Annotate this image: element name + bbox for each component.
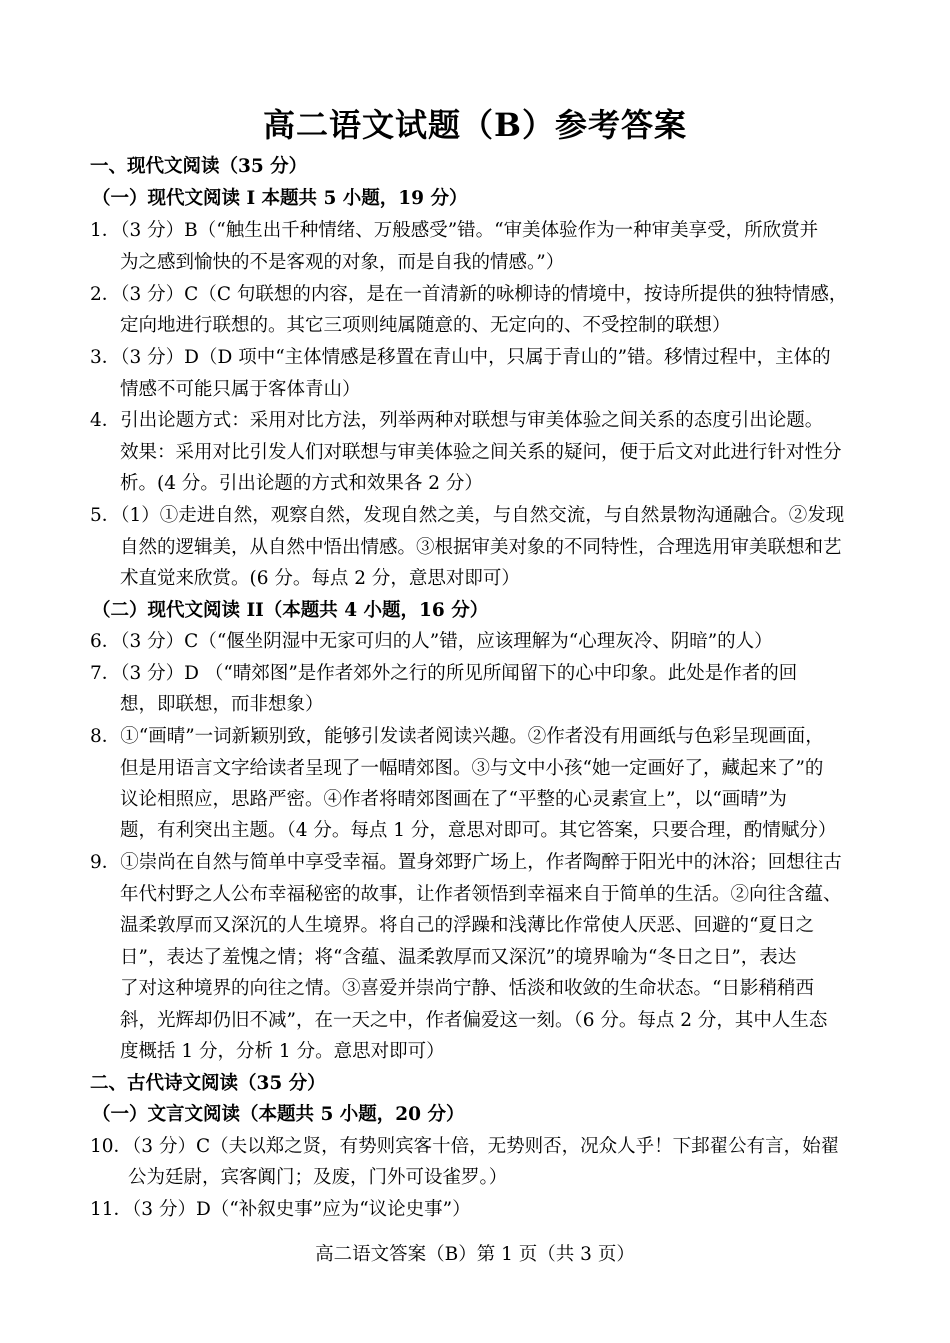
answer-9-line-4: 日”，表达了羞愧之情；将“含蕴、温柔敦厚而又深沉”的境界喻为“冬日之日”，表达 <box>120 947 797 968</box>
section-heading-classical-reading: 二、古代诗文阅读（35 分） <box>90 1073 326 1094</box>
subsection-heading-modern-reading-2: （二）现代文阅读 II（本题共 4 小题，16 分） <box>92 600 489 621</box>
answer-9-line-3: 温柔敦厚而又深沉的人生境界。将自己的浮躁和浅薄比作常使人厌恶、回避的“夏日之 <box>120 915 814 936</box>
answer-9-line-5: 了对这种境界的向往之情。③喜爱并崇尚宁静、恬淡和收敛的生命状态。“日影稍稍西 <box>120 978 814 999</box>
answer-3-line-1: 3．（3 分）D（D 项中“主体情感是移置在青山中，只属于青山的”错。移情过程中，主体的 <box>90 347 831 368</box>
answer-1-line-1: 1．（3 分）B（“触生出千种情绪、万般感受”错。“审美体验作为一种审美享受，所欣赏并 <box>90 220 819 241</box>
answer-7-line-2: 想，即联想，而非想象） <box>120 694 324 715</box>
answer-4-line-3: 析。(4 分。引出论题的方式和效果各 2 分） <box>120 473 483 494</box>
answer-5-line-1: 5．（1）①走进自然，观察自然，发现自然之美，与自然交流，与自然景物沟通融合。②发现 <box>90 505 845 526</box>
answer-8-line-4: 题，有利突出主题。（4 分。每点 1 分，意思对即可。其它答案，只要合理，酌情赋分） <box>120 820 837 841</box>
subsection-heading-modern-reading-1: （一）现代文阅读 I 本题共 5 小题，19 分） <box>92 188 468 209</box>
answer-2-line-1: 2．（3 分）C（C 句联想的内容，是在一首清新的咏柳诗的情境中，按诗所提供的独特情感， <box>90 284 848 305</box>
answer-7-line-1: 7．（3 分）D （“晴郊图”是作者郊外之行的所见所闻留下的心中印象。此处是作者的回 <box>90 663 798 684</box>
answer-9-line-6: 斜，光辉却仍旧不减”，在一天之中，作者偏爱这一刻。（6 分。每点 2 分，其中人生态 <box>120 1010 828 1031</box>
answer-3-line-2: 情感不可能只属于客体青山） <box>120 379 361 400</box>
answer-8-line-1: 8．①“画晴”一词新颖别致，能够引发读者阅读兴趣。②作者没有用画纸与色彩呈现画面， <box>90 726 824 747</box>
page-footer: 高二语文答案（B）第 1 页（共 3 页） <box>315 1244 635 1265</box>
answer-8-line-2: 但是用语言文字给读者呈现了一幅晴郊图。③与文中小孩“她一定画好了，藏起来了”的 <box>120 758 824 779</box>
answer-10-line-2: 公为廷尉，宾客阗门；及废，门外可设雀罗。） <box>128 1167 508 1188</box>
answer-9-line-7: 度概括 1 分，分析 1 分。意思对即可） <box>120 1041 445 1062</box>
answer-11-line-1: 11．（3 分）D（“补叙史事”应为“议论史事”） <box>90 1199 471 1220</box>
answer-4-line-2: 效果：采用对比引发人们对联想与审美体验之间关系的疑问，便于后文对此进行针对性分 <box>120 442 842 463</box>
answer-5-line-3: 术直觉来欣赏。(6 分。每点 2 分，意思对即可） <box>120 568 520 589</box>
answer-6-line-1: 6．（3 分）C（“偃坐阴湿中无家可归的人”错，应该理解为“心理灰冷、阴暗”的人） <box>90 631 773 652</box>
answer-4-line-1: 4．引出论题方式：采用对比方法，列举两种对联想与审美体验之间关系的态度引出论题。 <box>90 410 824 431</box>
answer-1-line-2: 为之感到愉快的不是客观的对象，而是自我的情感。”） <box>120 252 565 273</box>
section-heading-modern-reading: 一、现代文阅读（35 分） <box>90 156 308 177</box>
answer-5-line-2: 自然的逻辑美，从自然中悟出情感。③根据审美对象的不同特性，合理选用审美联想和艺 <box>120 537 842 558</box>
answer-9-line-2: 年代村野之人公布幸福秘密的故事，让作者领悟到幸福来自于简单的生活。②向往含蕴、 <box>120 884 842 905</box>
answer-2-line-2: 定向地进行联想的。其它三项则纯属随意的、无定向的、不受控制的联想） <box>120 315 731 336</box>
answer-9-line-1: 9．①崇尚在自然与简单中享受幸福。置身郊野广场上，作者陶醉于阳光中的沐浴；回想往古 <box>90 852 842 873</box>
answer-10-line-1: 10．（3 分）C（夫以郑之贤，有势则宾客十倍，无势则否，况众人乎！下邽翟公有言，始翟 <box>90 1136 840 1157</box>
subsection-heading-classical-prose: （一）文言文阅读（本题共 5 小题，20 分） <box>92 1104 465 1125</box>
page-title: 高二语文试题（B）参考答案 <box>262 106 688 144</box>
answer-8-line-3: 议论相照应，思路严密。④作者将晴郊图画在了“平整的心灵素宣上”，以“画晴”为 <box>120 789 787 810</box>
